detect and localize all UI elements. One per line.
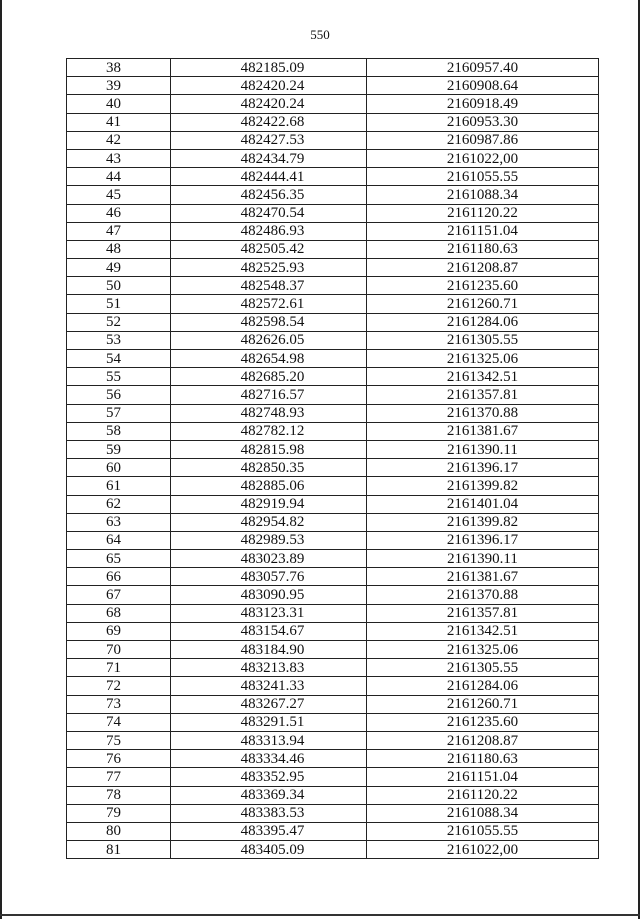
y-coordinate-cell: 2161151.04 <box>367 222 599 240</box>
table-row <box>67 750 599 768</box>
x-coordinate-cell: 483352.95 <box>171 768 367 786</box>
point-number-cell: 71 <box>67 659 171 677</box>
point-number-cell: 75 <box>67 731 171 749</box>
x-coordinate-cell: 482486.93 <box>171 222 367 240</box>
x-coordinate-cell: 483184.90 <box>171 641 367 659</box>
x-coordinate-cell: 483090.95 <box>171 586 367 604</box>
scan-border-left <box>0 0 2 919</box>
table-row <box>67 440 599 458</box>
y-coordinate-cell: 2161208.87 <box>367 731 599 749</box>
y-coordinate-cell: 2161390.11 <box>367 440 599 458</box>
y-coordinate-cell: 2161022,00 <box>367 841 599 859</box>
x-coordinate-cell: 482850.35 <box>171 459 367 477</box>
y-coordinate-cell: 2161381.67 <box>367 422 599 440</box>
table-row <box>67 731 599 749</box>
table-row <box>67 641 599 659</box>
x-coordinate-cell: 482782.12 <box>171 422 367 440</box>
y-coordinate-cell: 2161325.06 <box>367 350 599 368</box>
x-coordinate-cell: 483154.67 <box>171 622 367 640</box>
point-number-cell: 59 <box>67 440 171 458</box>
point-number-cell: 68 <box>67 604 171 622</box>
x-coordinate-cell: 483241.33 <box>171 677 367 695</box>
y-coordinate-cell: 2161120.22 <box>367 786 599 804</box>
point-number-cell: 49 <box>67 259 171 277</box>
y-coordinate-cell: 2161342.51 <box>367 368 599 386</box>
point-number-cell: 50 <box>67 277 171 295</box>
table-row <box>67 59 599 77</box>
y-coordinate-cell: 2161370.88 <box>367 586 599 604</box>
table-row <box>67 604 599 622</box>
table-row <box>67 513 599 531</box>
table-row <box>67 186 599 204</box>
x-coordinate-cell: 482716.57 <box>171 386 367 404</box>
table-row <box>67 313 599 331</box>
y-coordinate-cell: 2161399.82 <box>367 513 599 531</box>
x-coordinate-cell: 482748.93 <box>171 404 367 422</box>
point-number-cell: 38 <box>67 59 171 77</box>
point-number-cell: 42 <box>67 131 171 149</box>
point-number-cell: 78 <box>67 786 171 804</box>
table-row <box>67 713 599 731</box>
y-coordinate-cell: 2161055.55 <box>367 168 599 186</box>
x-coordinate-cell: 483057.76 <box>171 568 367 586</box>
point-number-cell: 48 <box>67 240 171 258</box>
point-number-cell: 57 <box>67 404 171 422</box>
point-number-cell: 61 <box>67 477 171 495</box>
point-number-cell: 65 <box>67 550 171 568</box>
y-coordinate-cell: 2161390.11 <box>367 550 599 568</box>
table-row <box>67 550 599 568</box>
x-coordinate-cell: 482456.35 <box>171 186 367 204</box>
y-coordinate-cell: 2161180.63 <box>367 240 599 258</box>
y-coordinate-cell: 2161260.71 <box>367 695 599 713</box>
x-coordinate-cell: 482525.93 <box>171 259 367 277</box>
table-row <box>67 331 599 349</box>
y-coordinate-cell: 2160918.49 <box>367 95 599 113</box>
table-row <box>67 822 599 840</box>
y-coordinate-cell: 2161180.63 <box>367 750 599 768</box>
point-number-cell: 54 <box>67 350 171 368</box>
table-row <box>67 386 599 404</box>
page-number: 550 <box>310 27 330 42</box>
y-coordinate-cell: 2161396.17 <box>367 459 599 477</box>
x-coordinate-cell: 483383.53 <box>171 804 367 822</box>
x-coordinate-cell: 483267.27 <box>171 695 367 713</box>
y-coordinate-cell: 2161381.67 <box>367 568 599 586</box>
point-number-cell: 72 <box>67 677 171 695</box>
table-row <box>67 204 599 222</box>
point-number-cell: 70 <box>67 641 171 659</box>
point-number-cell: 74 <box>67 713 171 731</box>
table-row <box>67 677 599 695</box>
table-row <box>67 404 599 422</box>
table-row <box>67 804 599 822</box>
y-coordinate-cell: 2161151.04 <box>367 768 599 786</box>
y-coordinate-cell: 2160987.86 <box>367 131 599 149</box>
table-row <box>67 240 599 258</box>
x-coordinate-cell: 482434.79 <box>171 149 367 167</box>
y-coordinate-cell: 2161305.55 <box>367 331 599 349</box>
point-number-cell: 63 <box>67 513 171 531</box>
y-coordinate-cell: 2161342.51 <box>367 622 599 640</box>
table-row <box>67 531 599 549</box>
table-row <box>67 149 599 167</box>
point-number-cell: 64 <box>67 531 171 549</box>
x-coordinate-cell: 482422.68 <box>171 113 367 131</box>
table-row <box>67 77 599 95</box>
x-coordinate-cell: 483291.51 <box>171 713 367 731</box>
point-number-cell: 43 <box>67 149 171 167</box>
point-number-cell: 79 <box>67 804 171 822</box>
x-coordinate-cell: 482470.54 <box>171 204 367 222</box>
y-coordinate-cell: 2161208.87 <box>367 259 599 277</box>
x-coordinate-cell: 482598.54 <box>171 313 367 331</box>
point-number-cell: 66 <box>67 568 171 586</box>
x-coordinate-cell: 483369.34 <box>171 786 367 804</box>
table-row <box>67 295 599 313</box>
point-number-cell: 69 <box>67 622 171 640</box>
x-coordinate-cell: 482989.53 <box>171 531 367 549</box>
scan-bottom-line <box>0 914 640 916</box>
y-coordinate-cell: 2161370.88 <box>367 404 599 422</box>
x-coordinate-cell: 482885.06 <box>171 477 367 495</box>
x-coordinate-cell: 483334.46 <box>171 750 367 768</box>
point-number-cell: 73 <box>67 695 171 713</box>
point-number-cell: 45 <box>67 186 171 204</box>
point-number-cell: 51 <box>67 295 171 313</box>
y-coordinate-cell: 2161120.22 <box>367 204 599 222</box>
y-coordinate-cell: 2161088.34 <box>367 186 599 204</box>
x-coordinate-cell: 482654.98 <box>171 350 367 368</box>
y-coordinate-cell: 2161022,00 <box>367 149 599 167</box>
y-coordinate-cell: 2161235.60 <box>367 713 599 731</box>
point-number-cell: 46 <box>67 204 171 222</box>
table-row <box>67 95 599 113</box>
table-row <box>67 113 599 131</box>
table-row <box>67 586 599 604</box>
y-coordinate-cell: 2161055.55 <box>367 822 599 840</box>
x-coordinate-cell: 483405.09 <box>171 841 367 859</box>
x-coordinate-cell: 482815.98 <box>171 440 367 458</box>
point-number-cell: 56 <box>67 386 171 404</box>
x-coordinate-cell: 482919.94 <box>171 495 367 513</box>
table-row <box>67 459 599 477</box>
x-coordinate-cell: 482626.05 <box>171 331 367 349</box>
table-row <box>67 350 599 368</box>
table-row <box>67 568 599 586</box>
point-number-cell: 77 <box>67 768 171 786</box>
table-row <box>67 477 599 495</box>
point-number-cell: 44 <box>67 168 171 186</box>
x-coordinate-cell: 483313.94 <box>171 731 367 749</box>
x-coordinate-cell: 483023.89 <box>171 550 367 568</box>
point-number-cell: 62 <box>67 495 171 513</box>
point-number-cell: 41 <box>67 113 171 131</box>
x-coordinate-cell: 483123.31 <box>171 604 367 622</box>
y-coordinate-cell: 2161284.06 <box>367 313 599 331</box>
y-coordinate-cell: 2161357.81 <box>367 386 599 404</box>
point-number-cell: 55 <box>67 368 171 386</box>
y-coordinate-cell: 2161305.55 <box>367 659 599 677</box>
x-coordinate-cell: 482420.24 <box>171 77 367 95</box>
point-number-cell: 76 <box>67 750 171 768</box>
table-row <box>67 786 599 804</box>
point-number-cell: 67 <box>67 586 171 604</box>
point-number-cell: 80 <box>67 822 171 840</box>
y-coordinate-cell: 2161260.71 <box>367 295 599 313</box>
table-row <box>67 222 599 240</box>
table-row <box>67 168 599 186</box>
x-coordinate-cell: 482444.41 <box>171 168 367 186</box>
x-coordinate-cell: 482420.24 <box>171 95 367 113</box>
x-coordinate-cell: 482685.20 <box>171 368 367 386</box>
x-coordinate-cell: 482427.53 <box>171 131 367 149</box>
y-coordinate-cell: 2161399.82 <box>367 477 599 495</box>
point-number-cell: 52 <box>67 313 171 331</box>
y-coordinate-cell: 2161235.60 <box>367 277 599 295</box>
y-coordinate-cell: 2161396.17 <box>367 531 599 549</box>
point-number-cell: 47 <box>67 222 171 240</box>
x-coordinate-cell: 483213.83 <box>171 659 367 677</box>
coordinates-table-body <box>67 59 599 859</box>
y-coordinate-cell: 2160957.40 <box>367 59 599 77</box>
y-coordinate-cell: 2160953.30 <box>367 113 599 131</box>
x-coordinate-cell: 483395.47 <box>171 822 367 840</box>
point-number-cell: 53 <box>67 331 171 349</box>
table-row <box>67 277 599 295</box>
y-coordinate-cell: 2161401.04 <box>367 495 599 513</box>
x-coordinate-cell: 482954.82 <box>171 513 367 531</box>
table-row <box>67 768 599 786</box>
y-coordinate-cell: 2161088.34 <box>367 804 599 822</box>
point-number-cell: 58 <box>67 422 171 440</box>
point-number-cell: 39 <box>67 77 171 95</box>
table-row <box>67 622 599 640</box>
y-coordinate-cell: 2161325.06 <box>367 641 599 659</box>
table-row <box>67 259 599 277</box>
table-row <box>67 659 599 677</box>
point-number-cell: 60 <box>67 459 171 477</box>
point-number-cell: 40 <box>67 95 171 113</box>
x-coordinate-cell: 482185.09 <box>171 59 367 77</box>
table-row <box>67 695 599 713</box>
x-coordinate-cell: 482548.37 <box>171 277 367 295</box>
table-row <box>67 495 599 513</box>
x-coordinate-cell: 482572.61 <box>171 295 367 313</box>
y-coordinate-cell: 2160908.64 <box>367 77 599 95</box>
y-coordinate-cell: 2161357.81 <box>367 604 599 622</box>
table-row <box>67 422 599 440</box>
x-coordinate-cell: 482505.42 <box>171 240 367 258</box>
table-row <box>67 368 599 386</box>
table-row <box>67 131 599 149</box>
y-coordinate-cell: 2161284.06 <box>367 677 599 695</box>
coordinates-table <box>66 58 599 859</box>
table-row <box>67 841 599 859</box>
point-number-cell: 81 <box>67 841 171 859</box>
